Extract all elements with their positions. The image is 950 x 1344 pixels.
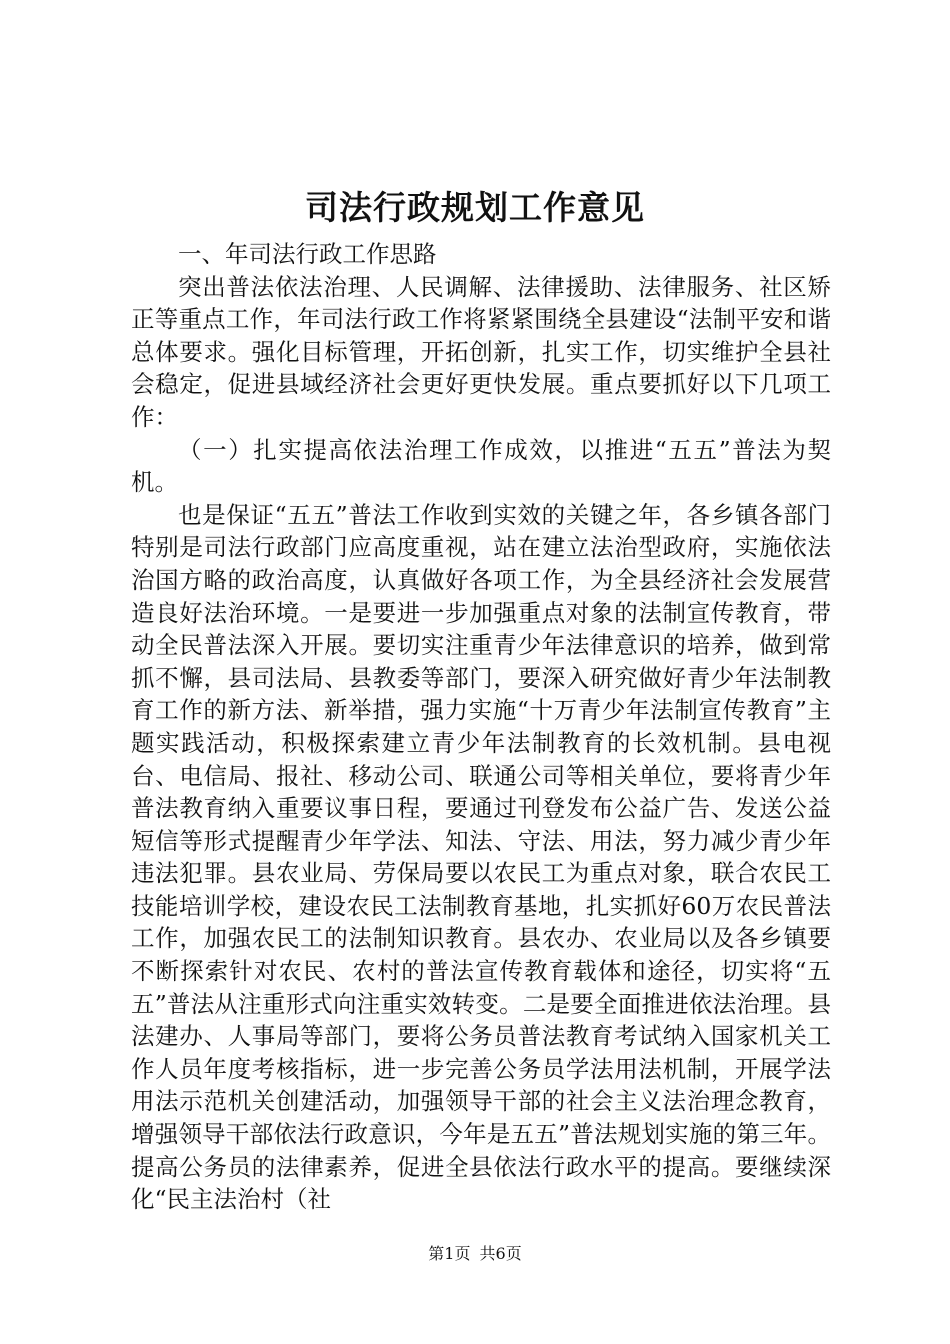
subsection-heading: （一）扎实提高依法治理工作成效，以推进“五五”普法为契机。 [131, 435, 831, 497]
page-title: 司法行政规划工作意见 [305, 188, 645, 227]
paragraph: 也是保证“五五”普法工作收到实效的关键之年，各乡镇各部门特别是司法行政部门应高度重视，站在建立法治型政府，实施依法治国方略的政治高度，认真做好各项工作，为全县经济社会发展营造良好法治环境。一是要进一步加强重点对象的法制宣传教育，带动全民普法深入开展。要切实注重青少年法律意识的培养，做到常抓不懈，县司法局、县教委等部门，要深入研究做好青少年法制教育工作的新方法、新举措，强力实施“十万青少年法制宣传教育”主题实践活动，积极探索建立青少年法制教育的长效机制。县电视台、电信局、报社、移动公司、联通公司等相关单位，要将青少年普法教育纳入重要议事日程，要通过刊登发布公益广告、发送公益短信等形式提醒青少年学法、知法、守法、用法，努力减少青少年违法犯罪。县农业局、劳保局要以农民工为重点对象，联合农民工技能培训学校，建设农民工法制教育基地，扎实抓好60万农民普法工作，加强农民工的法制知识教育。县农办、农业局以及各乡镇要不断探索针对农民、农村的普法宣传教育载体和途径，切实将“五五”普法从注重形式向注重实效转变。二是要全面推进依法治理。县法建办、人事局等部门，要将公务员普法教育考试纳入国家机关工作人员年度考核指标，进一步完善公务员学法用法机制，开展学法用法示范机关创建活动，加强领导干部的社会主义法治理念教育，增强领导干部依法行政意识，今年是五五”普法规划实施的第三年。提高公务员的法律素养，促进全县依法行政水平的提高。要继续深化“民主法治村（社 [131, 500, 831, 1214]
document-body [131, 238, 831, 1216]
paragraph: 突出普法依法治理、人民调解、法律援助、法律服务、社区矫正等重点工作，年司法行政工作将紧紧围绕全县建设“法制平安和谐总体要求。强化目标管理，开拓创新，扎实工作，切实维护全县社会稳定，促进县域经济社会更好更快发展。重点要抓好以下几项工作： [131, 272, 831, 431]
page-number: 第1页 [428, 1244, 471, 1263]
section-heading: 一、年司法行政工作思路 [178, 240, 437, 268]
page-footer [0, 1244, 950, 1264]
page-total: 共6页 [479, 1244, 522, 1263]
